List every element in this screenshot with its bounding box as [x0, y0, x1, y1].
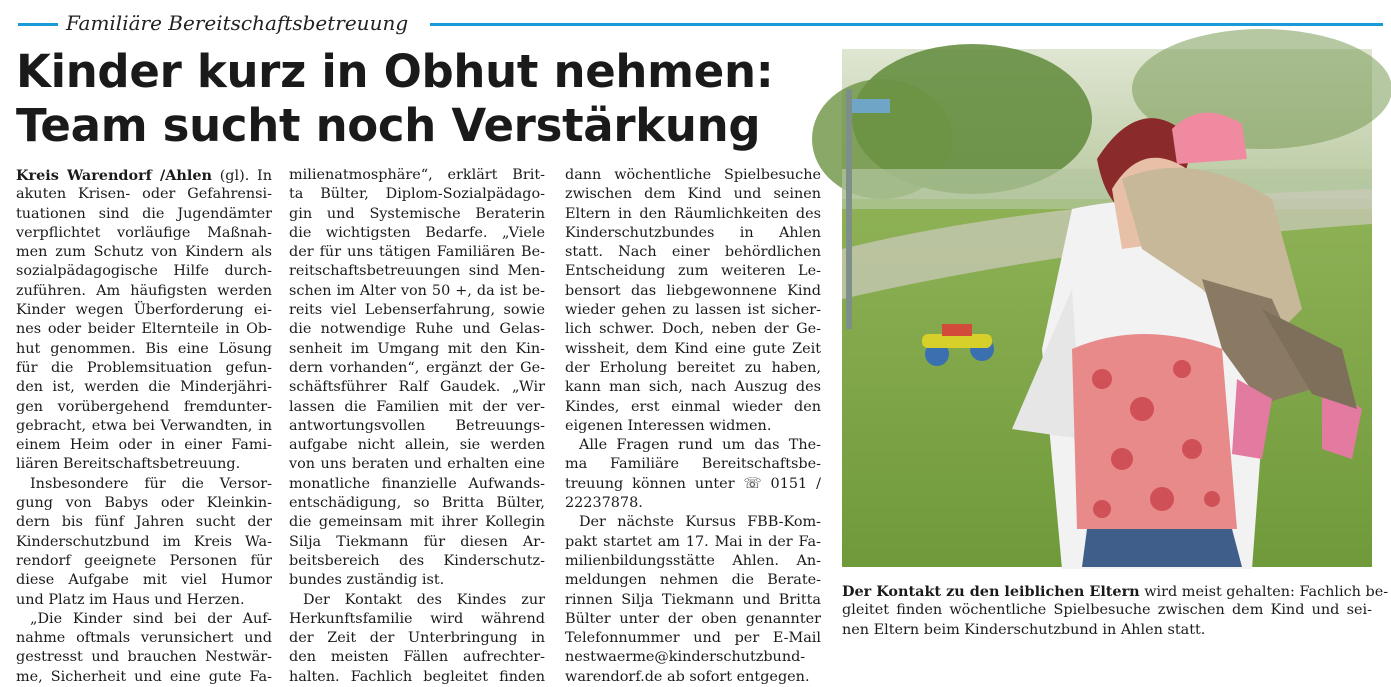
column-line: hut genommen. Bis eine Lösung — [16, 340, 272, 357]
column-line: nahme oftmals verunsichert und — [16, 630, 272, 647]
column-line: meldungen nehmen die Berate- — [565, 572, 821, 589]
column-line: tuationen sind die Jugendämter — [16, 205, 272, 222]
section-rubric — [18, 9, 1383, 37]
column-line: Bülter unter der oben genannter — [565, 610, 821, 627]
dateline: Kreis Warendorf /Ahlen — [16, 167, 212, 184]
column-line: Alle Fragen rund um das The- — [579, 437, 821, 454]
column-line: schen im Alter von 50 +, da ist be- — [289, 282, 545, 299]
column-line: pakt startet am 17. Mai in der Fa- — [565, 533, 821, 550]
column-line: und Platz im Haus und Herzen. — [16, 591, 245, 608]
article-photo — [842, 49, 1372, 567]
column-line: gen vorübergehend fremdunter- — [16, 398, 272, 415]
column-line: Der nächste Kursus FBB-Kom- — [579, 514, 821, 531]
column-line: akuten Krisen- oder Gefahrensi- — [16, 186, 272, 203]
column-line: liären Bereitschaftsbetreuung. — [16, 456, 241, 473]
column-line: „Die Kinder sind bei der Auf- — [30, 610, 272, 627]
column-line: bensort das liebgewonnene Kind — [565, 282, 821, 299]
column-line: gebracht, etwa bei Verwandten, in — [16, 417, 272, 434]
column-line: sozialpädagogische Hilfe durch- — [16, 263, 272, 280]
headline-line-2: Team sucht noch Verstärkung — [16, 99, 761, 152]
caption-lead: Der Kontakt zu den leiblichen Eltern — [842, 583, 1140, 600]
article-column-3 — [565, 166, 821, 687]
column-line: zwischen dem Kind und seinen — [565, 186, 821, 203]
column-line: Herkunftsfamilie wird während — [289, 610, 545, 627]
column-line: reitschaftsbetreuungen sind Men- — [289, 263, 545, 280]
column-line: rendorf geeignete Personen für — [16, 552, 272, 569]
column-line: senheit im Umgang mit den Kin- — [289, 340, 545, 357]
column-line: wissheit, dem Kind eine gute Zeit — [565, 340, 821, 357]
column-line: Eltern in den Räumlichkeiten des — [565, 205, 821, 222]
column-line: Kinder wegen Überforderung ei- — [16, 302, 272, 319]
column-line: einem Heim oder in einer Fami- — [16, 437, 272, 454]
column-line: ma Familiäre Bereitschaftsbe- — [565, 456, 821, 473]
column-line: gin und Systemische Beraterin — [289, 205, 545, 222]
column-line: die notwendige Ruhe und Gelas- — [289, 321, 545, 338]
column-line: kann man sich, nach Auszug des — [565, 379, 821, 396]
column-line: der Zeit der Unterbringung in — [289, 630, 545, 647]
headline-line-1: Kinder kurz in Obhut nehmen: — [16, 45, 774, 98]
column-line: milienatmosphäre“, erklärt Brit- — [289, 167, 545, 183]
column-line: antwortungsvollen Betreuungs- — [289, 417, 545, 434]
column-line: gestresst und brauchen Nestwär- — [16, 649, 272, 666]
column-line: gung von Babys oder Kleinkin- — [16, 495, 272, 512]
caption-line-1-rest: wird meist gehalten: Fachlich be- — [1139, 584, 1389, 600]
column-line: lassen die Familien mit der ver- — [289, 398, 545, 415]
column-line: lich schwer. Doch, neben der Ge- — [565, 321, 821, 338]
column-line: Silja Tiekmann für diesen Ar- — [289, 533, 545, 550]
column-line: den ist, werden die Minderjähri- — [16, 379, 272, 396]
column-line: schäftsführer Ralf Gaudek. „Wir — [289, 379, 545, 396]
column-line: men zum Schutz von Kindern als — [16, 244, 272, 261]
column-line: Telefonnummer und per E-Mail — [565, 630, 821, 647]
column-line: die wichtigsten Bedarfe. „Viele — [289, 224, 545, 241]
article-column-1 — [16, 166, 272, 687]
column-line: Kinderschutzbundes in Ahlen — [565, 224, 821, 241]
column-line: eigenen Interessen widmen. — [565, 417, 772, 434]
column-line: diese Aufgabe mit viel Humor — [16, 572, 272, 589]
column-line: Der Kontakt des Kindes zur — [303, 591, 545, 608]
column-line: Kreis Warendorf /Ahlen (gl). In — [16, 167, 272, 184]
column-line: verpflichtet vorläufige Maßnah- — [16, 224, 272, 241]
column-line: dern vorhanden“, ergänzt der Ge- — [289, 359, 545, 376]
column-line: zuführen. Am häufigsten werden — [16, 282, 272, 299]
caption-line-2: gleitet finden wöchentliche Spielbesuche zwischen dem Kind und sei- — [842, 602, 1372, 619]
column-line: rinnen Silja Tiekmann und Britta — [565, 591, 821, 608]
column-line: nes oder beider Elternteile in Ob- — [16, 321, 272, 338]
column-line: der für uns tätigen Familiären Be- — [289, 244, 545, 261]
column-line: dann wöchentliche Spielbesuche — [565, 167, 821, 183]
caption-line-3: nen Eltern beim Kinderschutzbund in Ahlen statt. — [842, 621, 1206, 638]
column-line: aufgabe nicht allein, sie werden — [289, 437, 545, 454]
column-line: bundes zuständig ist. — [289, 572, 445, 589]
column-line: dern bis fünf Jahren sucht der — [16, 514, 272, 531]
email-line: nestwaerme@kinderschutzbund- — [565, 649, 806, 666]
rubric-rule-right — [430, 23, 1383, 26]
column-line: reits viel Lebenserfahrung, sowie — [289, 302, 545, 319]
column-line: den meisten Fällen aufrechter- — [289, 649, 545, 666]
column-line: Kindes, erst einmal wieder den — [565, 398, 821, 415]
column-line: entschädigung, so Britta Bülter, — [289, 495, 545, 512]
column-line: milienbildungsstätte Ahlen. An- — [565, 552, 821, 569]
rubric-label: Familiäre Bereitschaftsbetreuung — [66, 11, 409, 35]
column-line: statt. Nach einer behördlichen — [565, 244, 821, 261]
column-line: Entscheidung zum weiteren Le- — [565, 263, 821, 280]
caption-line-1 — [842, 582, 1389, 601]
column-line: von uns beraten und erhalten eine — [289, 456, 545, 473]
column-line: monatliche finanzielle Aufwands- — [289, 475, 545, 492]
column-line: ta Bülter, Diplom-Sozialpädago- — [289, 186, 545, 203]
column-line: warendorf.de ab sofort entgegen. — [565, 668, 810, 685]
rubric-rule-left — [18, 23, 58, 26]
column-line: me, Sicherheit und eine gute Fa- — [16, 668, 272, 685]
column-line: Insbesondere für die Versor- — [30, 475, 272, 492]
column-line: Kinderschutzbund im Kreis Wa- — [16, 533, 272, 550]
column-line: wieder gehen zu lassen ist sicher- — [565, 302, 821, 319]
column-line: die gemeinsam mit ihrer Kollegin — [289, 514, 545, 531]
article-column-2 — [289, 166, 545, 687]
phone-line: treuung können unter ☏ 0151 / — [565, 475, 821, 492]
headline — [16, 45, 826, 153]
column-line: der Erholung bereitet zu haben, — [565, 359, 821, 376]
column-line: 22237878. — [565, 495, 643, 512]
photo-caption — [842, 582, 1389, 640]
column-line: beitsbereich des Kinderschutz- — [289, 552, 545, 569]
column-line: halten. Fachlich begleitet finden — [289, 668, 545, 685]
column-line: für die Problemsituation gefun- — [16, 359, 272, 376]
